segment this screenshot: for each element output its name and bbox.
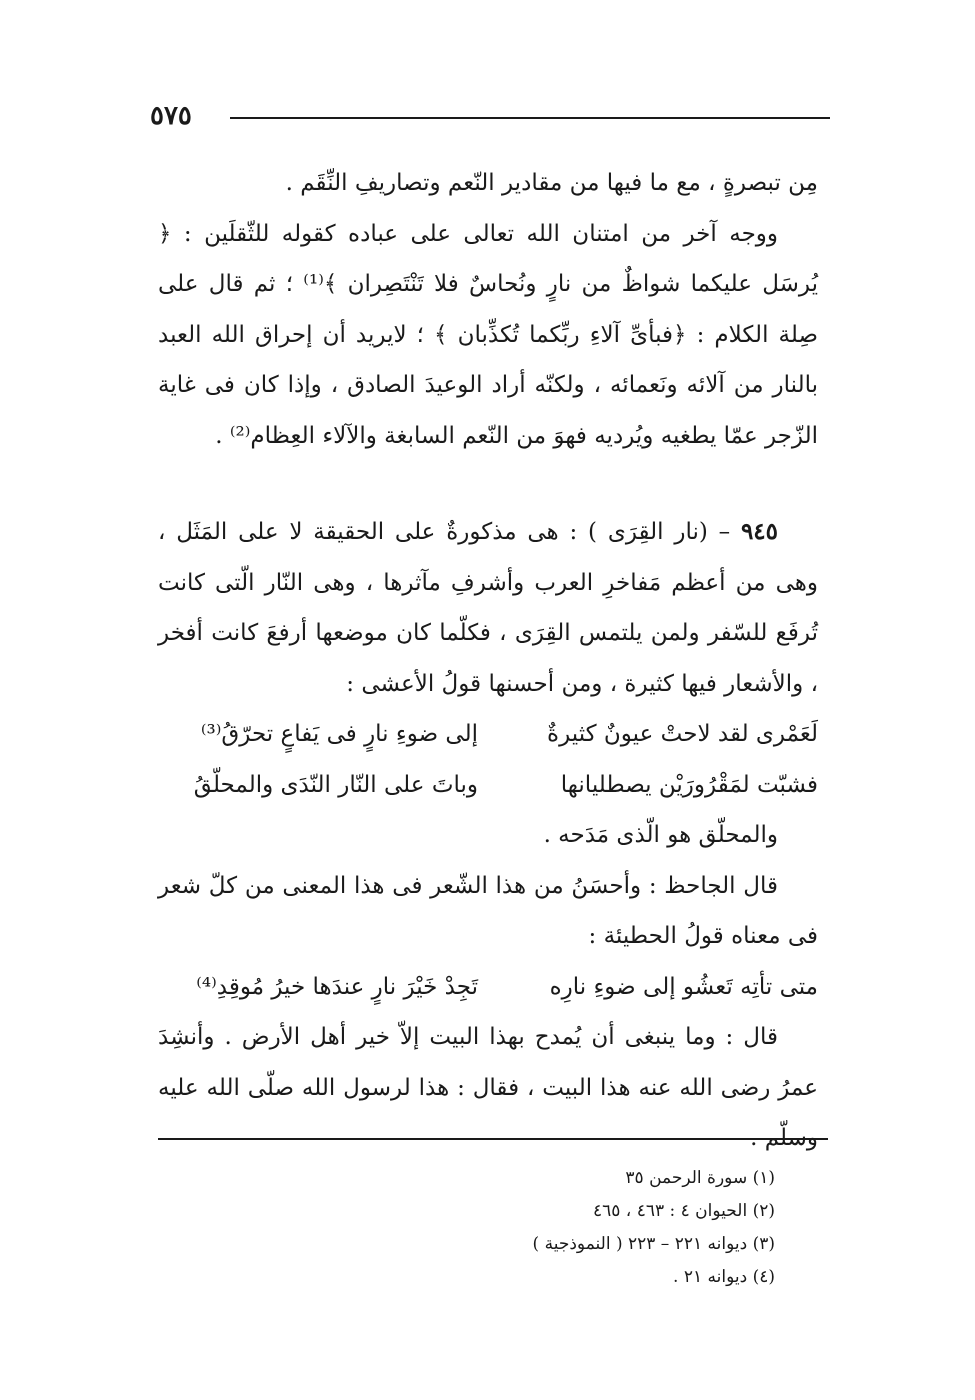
header-rule xyxy=(230,117,830,119)
verse-2-second-hemistich: وباتَ على النّار النّدَى والمحلّقُ xyxy=(193,771,478,798)
verse-2-first-hemistich: فشبّت لمَقْرُورَيْن يصطليانها xyxy=(560,771,818,798)
footnotes xyxy=(355,1162,775,1294)
footnote-1: (١) سورة الرحمن ٣٥ xyxy=(625,1168,775,1188)
footnote-4: (٤) ديوانه ٢١ . xyxy=(673,1267,775,1287)
footnote-3: (٣) ديوانه ٢٢١ – ٢٢٣ ( النموذجية ) xyxy=(532,1234,775,1254)
main-text xyxy=(158,158,818,1164)
verse-1-first-hemistich: لَعَمْرى لقد لاحتْ عيونٌ كثيرةٌ xyxy=(547,721,818,747)
verse-line-1 xyxy=(158,709,818,760)
paragraph-5: قال الجاحظ : وأحسَنُ من هذا الشّعر فى هذا المعنى من كلّ شعر فى معناه قولُ الحطيئة : xyxy=(158,872,818,949)
page-header xyxy=(150,96,830,136)
paragraph-1: مِن تبصرةٍ ، مع ما فيها من مقادير النّعم وتصاريفِ النِّقَم . xyxy=(285,170,818,196)
footnote-rule xyxy=(158,1138,828,1140)
verse-3-second-hemistich: تَجِدْ خَيْرَ نارٍ عندَها خيرُ مُوقِدِ⁽⁴⁾ xyxy=(196,973,478,1000)
verse-line-3 xyxy=(158,962,818,1013)
entry-number: ٩٤٥ xyxy=(740,518,778,545)
paragraph-4: والمحلّق هو الّذى مَدَحه . xyxy=(543,822,778,848)
paragraph-2: ووجه آخر من امتنان الله تعالى على عباده كقوله للثّقلَين : ﴿ يُرسَل عليكما شواظٌ من نارٍ ونُحاسٌ فلا تَنْتَصِران ﴾⁽¹⁾ ؛ ثم قال على صِلة الكلام : ﴿فبأىِّ آلاءِ ربِّكما تُكذِّبان ﴾ ؛ لايريد أن إحراق الله العبد بالنار من آلائه ونَعمائه ، ولكنّه أراد الوعيدَ الصادق ، وإذا كان فى غاية الزّجر عمّا يطغيه ويُرديه فهوَ من النّعم السابغة والآلاء العِظام⁽²⁾ . xyxy=(158,220,818,449)
entry-945 xyxy=(158,507,818,709)
page-number: ٥٧٥ xyxy=(150,101,192,131)
verse-3-first-hemistich: متى تأتِه تَعشُو إلى ضوءِ نارِه xyxy=(549,973,818,1000)
entry-text: – (نار القِرَى ) : هى مذكورةٌ على الحقيقة لا على المَثَل ، وهى من أعظم مَفاخرِ العرب وأشرفِ مآثرها ، وهى النّار الّتى كانت تُرفَع للسّفر ولمن يلتمس القِرَى ، فكلّما كان موضعها أرفعَ كانت أفخر ، والأشعار فيها كثيرة ، ومن أحسنها قولُ الأعشى : xyxy=(158,519,818,697)
verse-1-second-hemistich: إلى ضوءِ نارٍ فى يَفاعٍ تحرّقُ⁽³⁾ xyxy=(200,721,478,747)
paragraph-gap xyxy=(158,461,818,507)
verse-line-2 xyxy=(158,760,818,811)
footnote-2: (٢) الحيوان ٤ : ٤٦٣ ، ٤٦٥ xyxy=(592,1201,775,1221)
paragraph-6: قال : وما ينبغى أن يُمدح بهذا البيت إلاّ خير أهل الأرض . وأنشِدَ عمرُ رضى الله عنه هذا البيت ، فقال : هذا لرسول الله صلّى الله عليه وسلّم . xyxy=(158,1024,818,1151)
